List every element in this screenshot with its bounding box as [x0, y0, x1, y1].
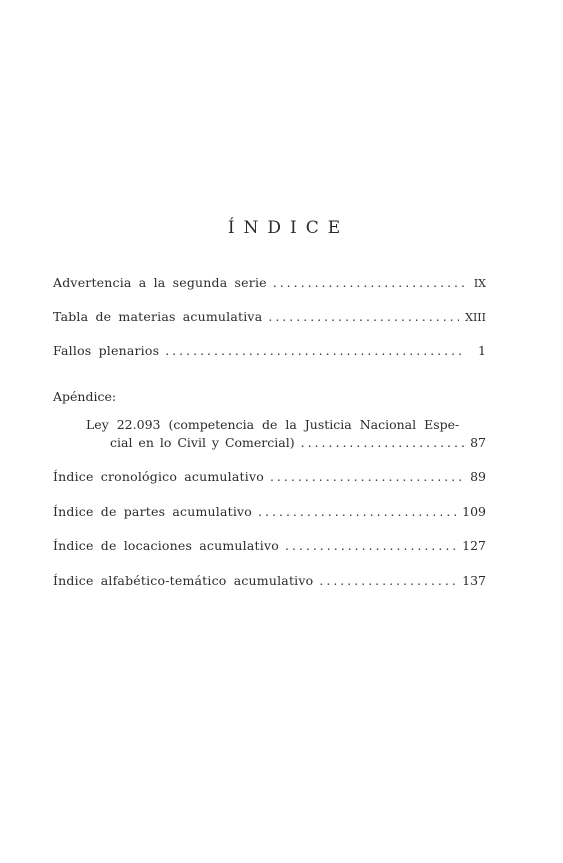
dot-leader: [273, 275, 466, 290]
appendix-entry-line2: cial en lo Civil y Comercial): [110, 435, 295, 450]
toc-entry-advertencia: [53, 275, 486, 290]
appendix-entry: [110, 435, 486, 450]
toc-entry-indice-partes: [53, 504, 486, 519]
toc-entry-page: 89: [470, 469, 486, 484]
dot-leader: [268, 309, 459, 324]
dot-leader: [301, 435, 464, 450]
toc-entry-label: Índice alfabético-temático acumulativo: [53, 573, 314, 588]
appendix-entry-page: 87: [470, 435, 486, 450]
toc-entry-page: 1: [478, 343, 486, 358]
dot-leader: [319, 573, 456, 588]
dot-leader: [285, 538, 456, 553]
toc-entry-label: Fallos plenarios: [53, 343, 160, 358]
toc-entry-page: XIII: [465, 311, 486, 324]
toc-entry-page: IX: [473, 277, 486, 290]
page-title: ÍNDICE: [227, 218, 350, 238]
toc-entry-label: Advertencia a la segunda serie: [53, 275, 267, 290]
dot-leader: [165, 343, 466, 358]
appendix-heading: Apéndice:: [53, 389, 117, 404]
toc-entry-fallos: [53, 343, 486, 358]
appendix-entry-line1: Ley 22.093 (competencia de la Justicia Nacional Espe-: [86, 417, 460, 432]
toc-entry-label: Índice cronológico acumulativo: [53, 469, 264, 484]
toc-entry-indice-alfabetico: [53, 573, 486, 588]
toc-entry-page: 127: [462, 538, 486, 553]
dot-leader: [258, 504, 456, 519]
toc-entry-page: 137: [462, 573, 486, 588]
dot-leader: [270, 469, 464, 484]
toc-entry-label: Índice de locaciones acumulativo: [53, 538, 279, 553]
toc-entry-tabla: [53, 309, 486, 324]
toc-entry-indice-cronologico: [53, 469, 486, 484]
toc-entry-label: Tabla de materias acumulativa: [53, 309, 263, 324]
toc-entry-page: 109: [462, 504, 486, 519]
toc-entry-indice-locaciones: [53, 538, 486, 553]
toc-entry-label: Índice de partes acumulativo: [53, 504, 253, 519]
